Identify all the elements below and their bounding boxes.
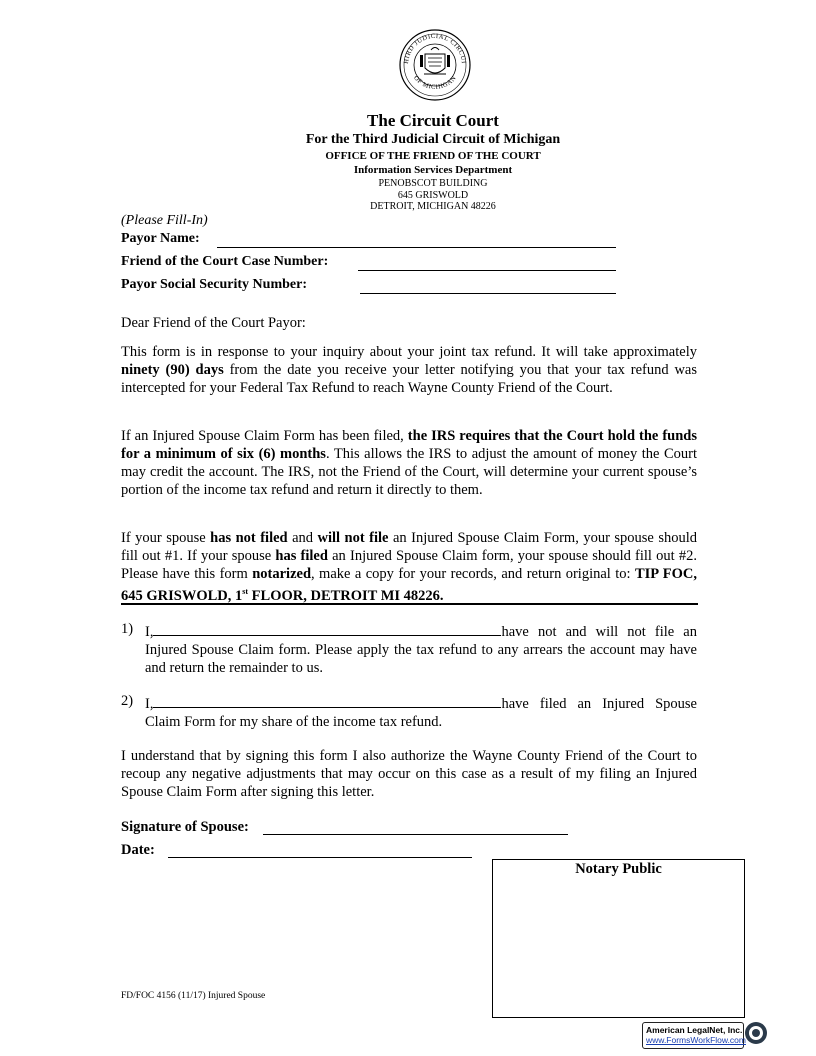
department-title: Information Services Department [353, 164, 513, 176]
return-address: TIP FOC, 645 GRISWOLD, 1st FLOOR, DETROIT MI 48226. [121, 566, 697, 604]
seal-ring-top: HIRD JUDICIAL CIRCUI [402, 32, 467, 65]
vendor-name: American LegalNet, Inc. [646, 1025, 743, 1035]
option-1-number: 1) [121, 621, 134, 637]
address-street: 645 GRISWOLD [397, 190, 469, 201]
svg-text:OF MICHIGAN [412, 75, 458, 91]
paragraph-injured-spouse: If an Injured Spouse Claim Form has been filed, the IRS requires that the Court hold the funds for a minimum of six (6) months. This allows the IRS to adjust the amount of money the Court may credit the account. The IRS, not the Friend of the Court, will determine your current spouse’s portion of the income tax refund and return it directly to them. [121, 428, 698, 498]
paragraph-instructions: If your spouse has not filed and will not file an Injured Spouse Claim Form, your spouse should fill out #1. If your spouse has filed an Injured Spouse Claim form, your spouse should fill out #2. Please have this form notarized, make a copy for your records, and return original to: TIP FOC, 645 GRISWOLD, 1st FLOOR, DETROIT MI 48226. [121, 530, 697, 604]
svg-text:THIRD JUDICIAL CIRCUIT [398, 28, 467, 64]
ssn-field[interactable] [360, 293, 616, 294]
signature-label: Signature of Spouse: [121, 819, 249, 835]
payor-name-field[interactable] [217, 247, 616, 248]
vendor-emblem-icon [744, 1021, 768, 1045]
vendor-link[interactable]: www.FormsWorkFlow.com [646, 1035, 746, 1045]
option-2-text: I, have filed an Injured Spouse Claim Form for my share of the income tax refund. [145, 693, 697, 731]
notary-title: Notary Public [575, 861, 662, 877]
section-divider [121, 603, 698, 605]
signature-field[interactable] [263, 834, 568, 835]
circuit-title: For the Third Judicial Circuit of Michigan [305, 132, 561, 147]
seal-ring-bottom: OF MICHIGAN [412, 74, 458, 91]
court-seal [398, 28, 472, 102]
office-title: OFFICE OF THE FRIEND OF THE COURT [325, 150, 541, 162]
paragraph-timing: This form is in response to your inquiry about your joint tax refund. It will take approximately ninety (90) days from the date you receive your letter notifying you that your tax refund was intercepted for your Federal Tax Refund to reach Wayne County Friend of the Court. [121, 344, 698, 396]
ssn-label: Payor Social Security Number: [121, 277, 307, 292]
case-number-label: Friend of the Court Case Number: [121, 254, 329, 269]
date-field[interactable] [168, 857, 472, 858]
notary-box [492, 859, 745, 1018]
salutation: Dear Friend of the Court Payor: [121, 315, 306, 331]
payor-name-label: Payor Name: [121, 231, 200, 246]
address-building: PENOBSCOT BUILDING [378, 178, 488, 189]
court-title: The Circuit Court [367, 111, 499, 130]
option-1-text: I, have not and will not file an Injured Spouse Claim form. Please apply the tax refund to any arrears the account may have and return the remainder to us. [145, 621, 697, 677]
option-1-name-field[interactable] [153, 621, 501, 636]
date-label: Date: [121, 842, 155, 858]
form-id: FD/FOC 4156 (11/17) Injured Spouse [121, 991, 266, 1001]
vendor-logo [642, 1020, 770, 1050]
option-2-number: 2) [121, 693, 134, 709]
fill-in-note: (Please Fill-In) [121, 213, 208, 228]
authorization-paragraph: I understand that by signing this form I also authorize the Wayne County Friend of the Court to recoup any negative adjustments that may occur on this case as a result of my filing an Injured Spouse Claim Form after signing this letter. [121, 748, 697, 800]
option-2-name-field[interactable] [153, 693, 501, 708]
address-city: DETROIT, MICHIGAN 48226 [370, 201, 496, 212]
case-number-field[interactable] [358, 270, 616, 271]
